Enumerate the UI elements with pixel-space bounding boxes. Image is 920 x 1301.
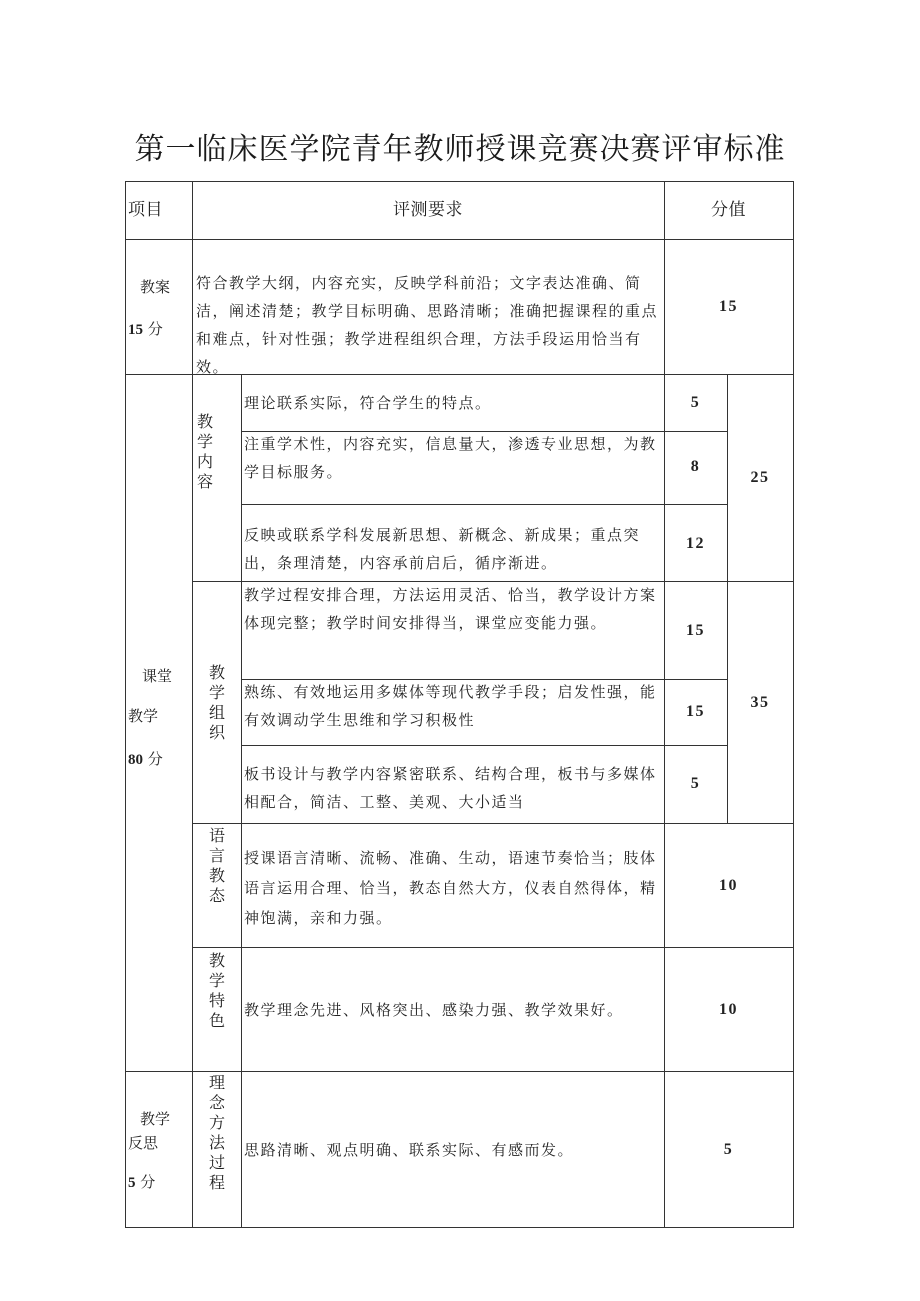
reflection-points: 5 分	[128, 1173, 156, 1191]
organization-section-label: 教 学 组 织	[208, 663, 225, 742]
header-requirement: 评测要求	[393, 200, 463, 220]
features-score: 10	[719, 1001, 738, 1018]
content-row-3-score: 12	[686, 535, 705, 552]
organization-row-3-text: 板书设计与教学内容紧密联系、结构合理，板书与多媒体相配合，简洁、工整、美观、大小适当	[244, 765, 657, 811]
language-text: 授课语言清晰、流畅、准确、生动，语速节奏恰当；肢体语言运用合理、恰当，教态自然大方，仪表自然得体，精神饱满，亲和力强。	[244, 849, 657, 927]
lesson-plan-points: 15 分	[128, 320, 163, 338]
features-section-label: 教 学 特 色	[208, 951, 225, 1030]
reflection-label-2: 反思	[128, 1134, 159, 1152]
content-row-2-text: 注重学术性，内容充实，信息量大，渗透专业思想，为教学目标服务。	[244, 435, 657, 481]
features-text: 教学理念先进、风格突出、感染力强、教学效果好。	[244, 1001, 624, 1019]
content-row-1-text: 理论联系实际，符合学生的特点。	[244, 394, 492, 412]
content-row-3-text: 反映或联系学科发展新思想、新概念、新成果；重点突出，条理清楚，内容承前启后，循序渐进。	[244, 526, 641, 572]
language-score: 10	[719, 877, 738, 894]
language-section-label: 语 言 教 态	[208, 826, 225, 905]
organization-row-1-score: 15	[686, 622, 705, 639]
header-score: 分值	[711, 200, 746, 220]
organization-row-3-score: 5	[690, 775, 701, 792]
reflection-text: 思路清晰、观点明确、联系实际、有感而发。	[244, 1141, 575, 1159]
lesson-plan-requirement: 符合教学大纲，内容充实，反映学科前沿；文字表达准确、简洁，阐述清楚；教学目标明确、思路清晰；准确把握课程的重点和难点，针对性强；教学进程组织合理，方法手段运用恰当有效。	[196, 274, 659, 376]
lesson-plan-label: 教案	[140, 278, 171, 296]
reflection-score: 5	[723, 1141, 734, 1158]
content-subtotal: 25	[750, 469, 770, 486]
content-section-label: 教 学 内 容	[196, 412, 213, 491]
reflection-section-label: 理 念 方 法 过 程	[208, 1073, 225, 1192]
classroom-label-2: 教学	[128, 707, 159, 725]
header-item: 项目	[128, 200, 163, 220]
organization-row-2-text: 熟练、有效地运用多媒体等现代教学手段；启发性强，能有效调动学生思维和学习积极性	[244, 683, 657, 729]
content-row-1-score: 5	[690, 394, 701, 411]
organization-subtotal: 35	[750, 694, 770, 711]
content-row-2-score: 8	[690, 458, 701, 475]
lesson-plan-score: 15	[719, 298, 738, 315]
page-title: 第一临床医学院青年教师授课竞赛决赛评审标准	[134, 132, 786, 167]
organization-row-1-text: 教学过程安排合理，方法运用灵活、恰当，教学设计方案体现完整；教学时间安排得当，课堂应变能力强。	[244, 586, 657, 632]
classroom-label-1: 课堂	[142, 667, 173, 685]
reflection-label-1: 教学	[140, 1110, 171, 1128]
classroom-points: 80 分	[128, 750, 163, 768]
organization-row-2-score: 15	[686, 703, 705, 720]
